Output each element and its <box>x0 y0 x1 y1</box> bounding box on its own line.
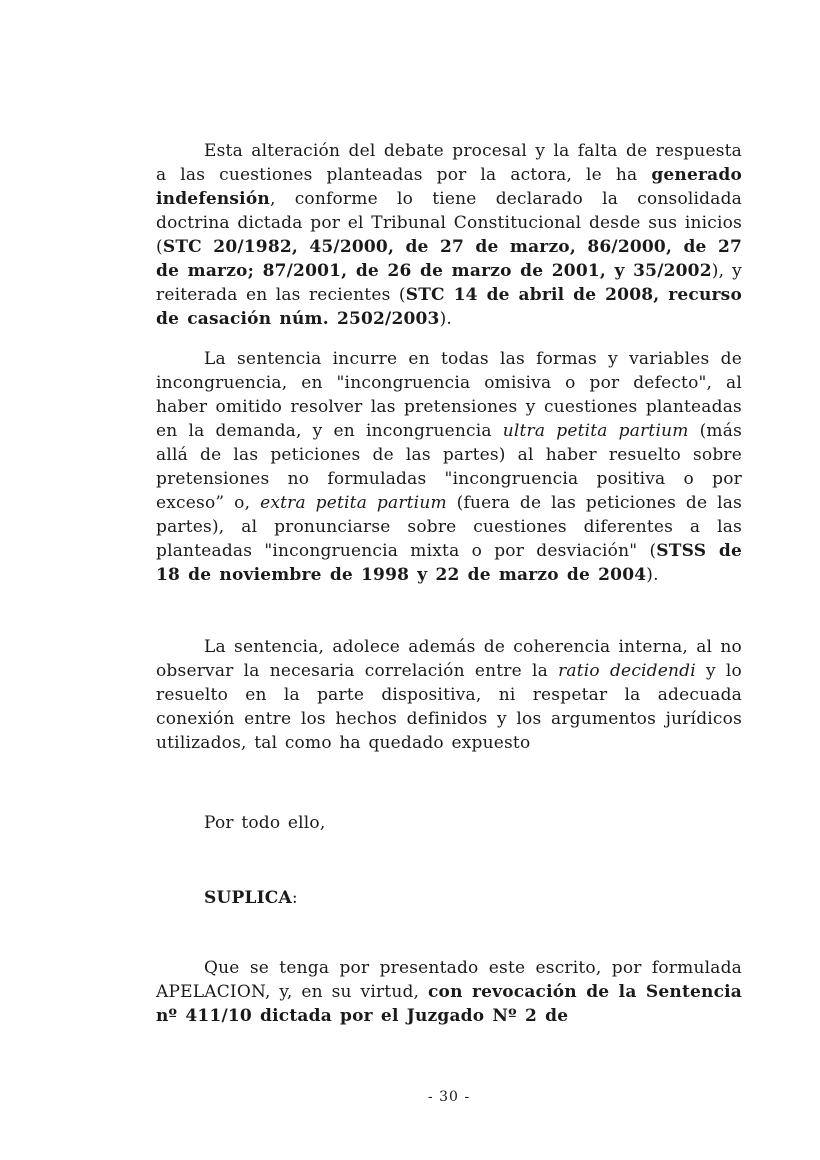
paragraph-indefension <box>156 139 742 331</box>
text-run: con revocación de la Sentencia nº 411/10 dictada por el Juzgado Nº 2 de <box>156 982 742 1026</box>
text-run: generado indefensión <box>156 165 742 209</box>
text-run: STC 20/1982, 45/2000, de 27 de marzo, 86/2000, de 27 de marzo; 87/2001, de 26 de marzo de 2001, y 35/2002 <box>156 237 742 281</box>
text-run: extra petita partium <box>260 493 447 513</box>
text-run: La sentencia incurre en todas las formas y variables de incongruencia, en "incongruencia omisiva o por defecto", al haber omitido resolver las pretensiones y cuestiones planteadas en la demanda, y en incongruencia <box>156 349 742 441</box>
paragraph-por-todo-ello <box>156 811 742 835</box>
text-run: STSS de 18 de noviembre de 1998 y 22 de marzo de 2004 <box>156 541 742 585</box>
page-number: - 30 - <box>427 1089 471 1105</box>
text-run: ). <box>646 565 659 585</box>
text-run: ). <box>439 309 453 329</box>
text-run: ultra petita partium <box>502 421 689 441</box>
paragraph-incongruencia <box>156 347 742 587</box>
text-run: Que se tenga por presentado este escrito, por formulada APELACION, y, en su virtud, <box>156 958 742 1002</box>
text-run: ratio decidendi <box>558 661 696 681</box>
text-run: SUPLICA <box>204 888 292 908</box>
text-run: (más allá de las peticiones de las partes) al haber resuelto sobre pretensiones no formuladas "incongruencia positiva o por exceso” o, <box>156 421 742 513</box>
text-run: ), y reiterada en las recientes ( <box>156 261 742 305</box>
text-run: Esta alteración del debate procesal y la falta de respuesta a las cuestiones planteadas por la actora, le ha <box>156 141 742 185</box>
paragraph-petitum <box>156 956 742 1028</box>
text-run: La sentencia, adolece además de coherencia interna, al no observar la necesaria correlación entre la <box>156 637 742 681</box>
paragraph-coherencia <box>156 635 742 755</box>
text-run: , conforme lo tiene declarado la consolidada doctrina dictada por el Tribunal Constitucional desde sus inicios ( <box>156 189 742 257</box>
text-run: STC 14 de abril de 2008, recurso de casación núm. 2502/2003 <box>156 285 742 329</box>
text-run: y lo resuelto en la parte dispositiva, ni respetar la adecuada conexión entre los hechos definidos y los argumentos jurídicos utilizados, tal como ha quedado expuesto <box>156 661 742 753</box>
text-run: Por todo ello, <box>204 813 326 833</box>
text-run: (fuera de las peticiones de las partes), al pronunciarse sobre cuestiones diferentes a las planteadas "incongruencia mixta o por desviación" ( <box>156 493 742 561</box>
text-run: : <box>291 888 298 908</box>
paragraph-suplica-heading <box>156 886 742 910</box>
